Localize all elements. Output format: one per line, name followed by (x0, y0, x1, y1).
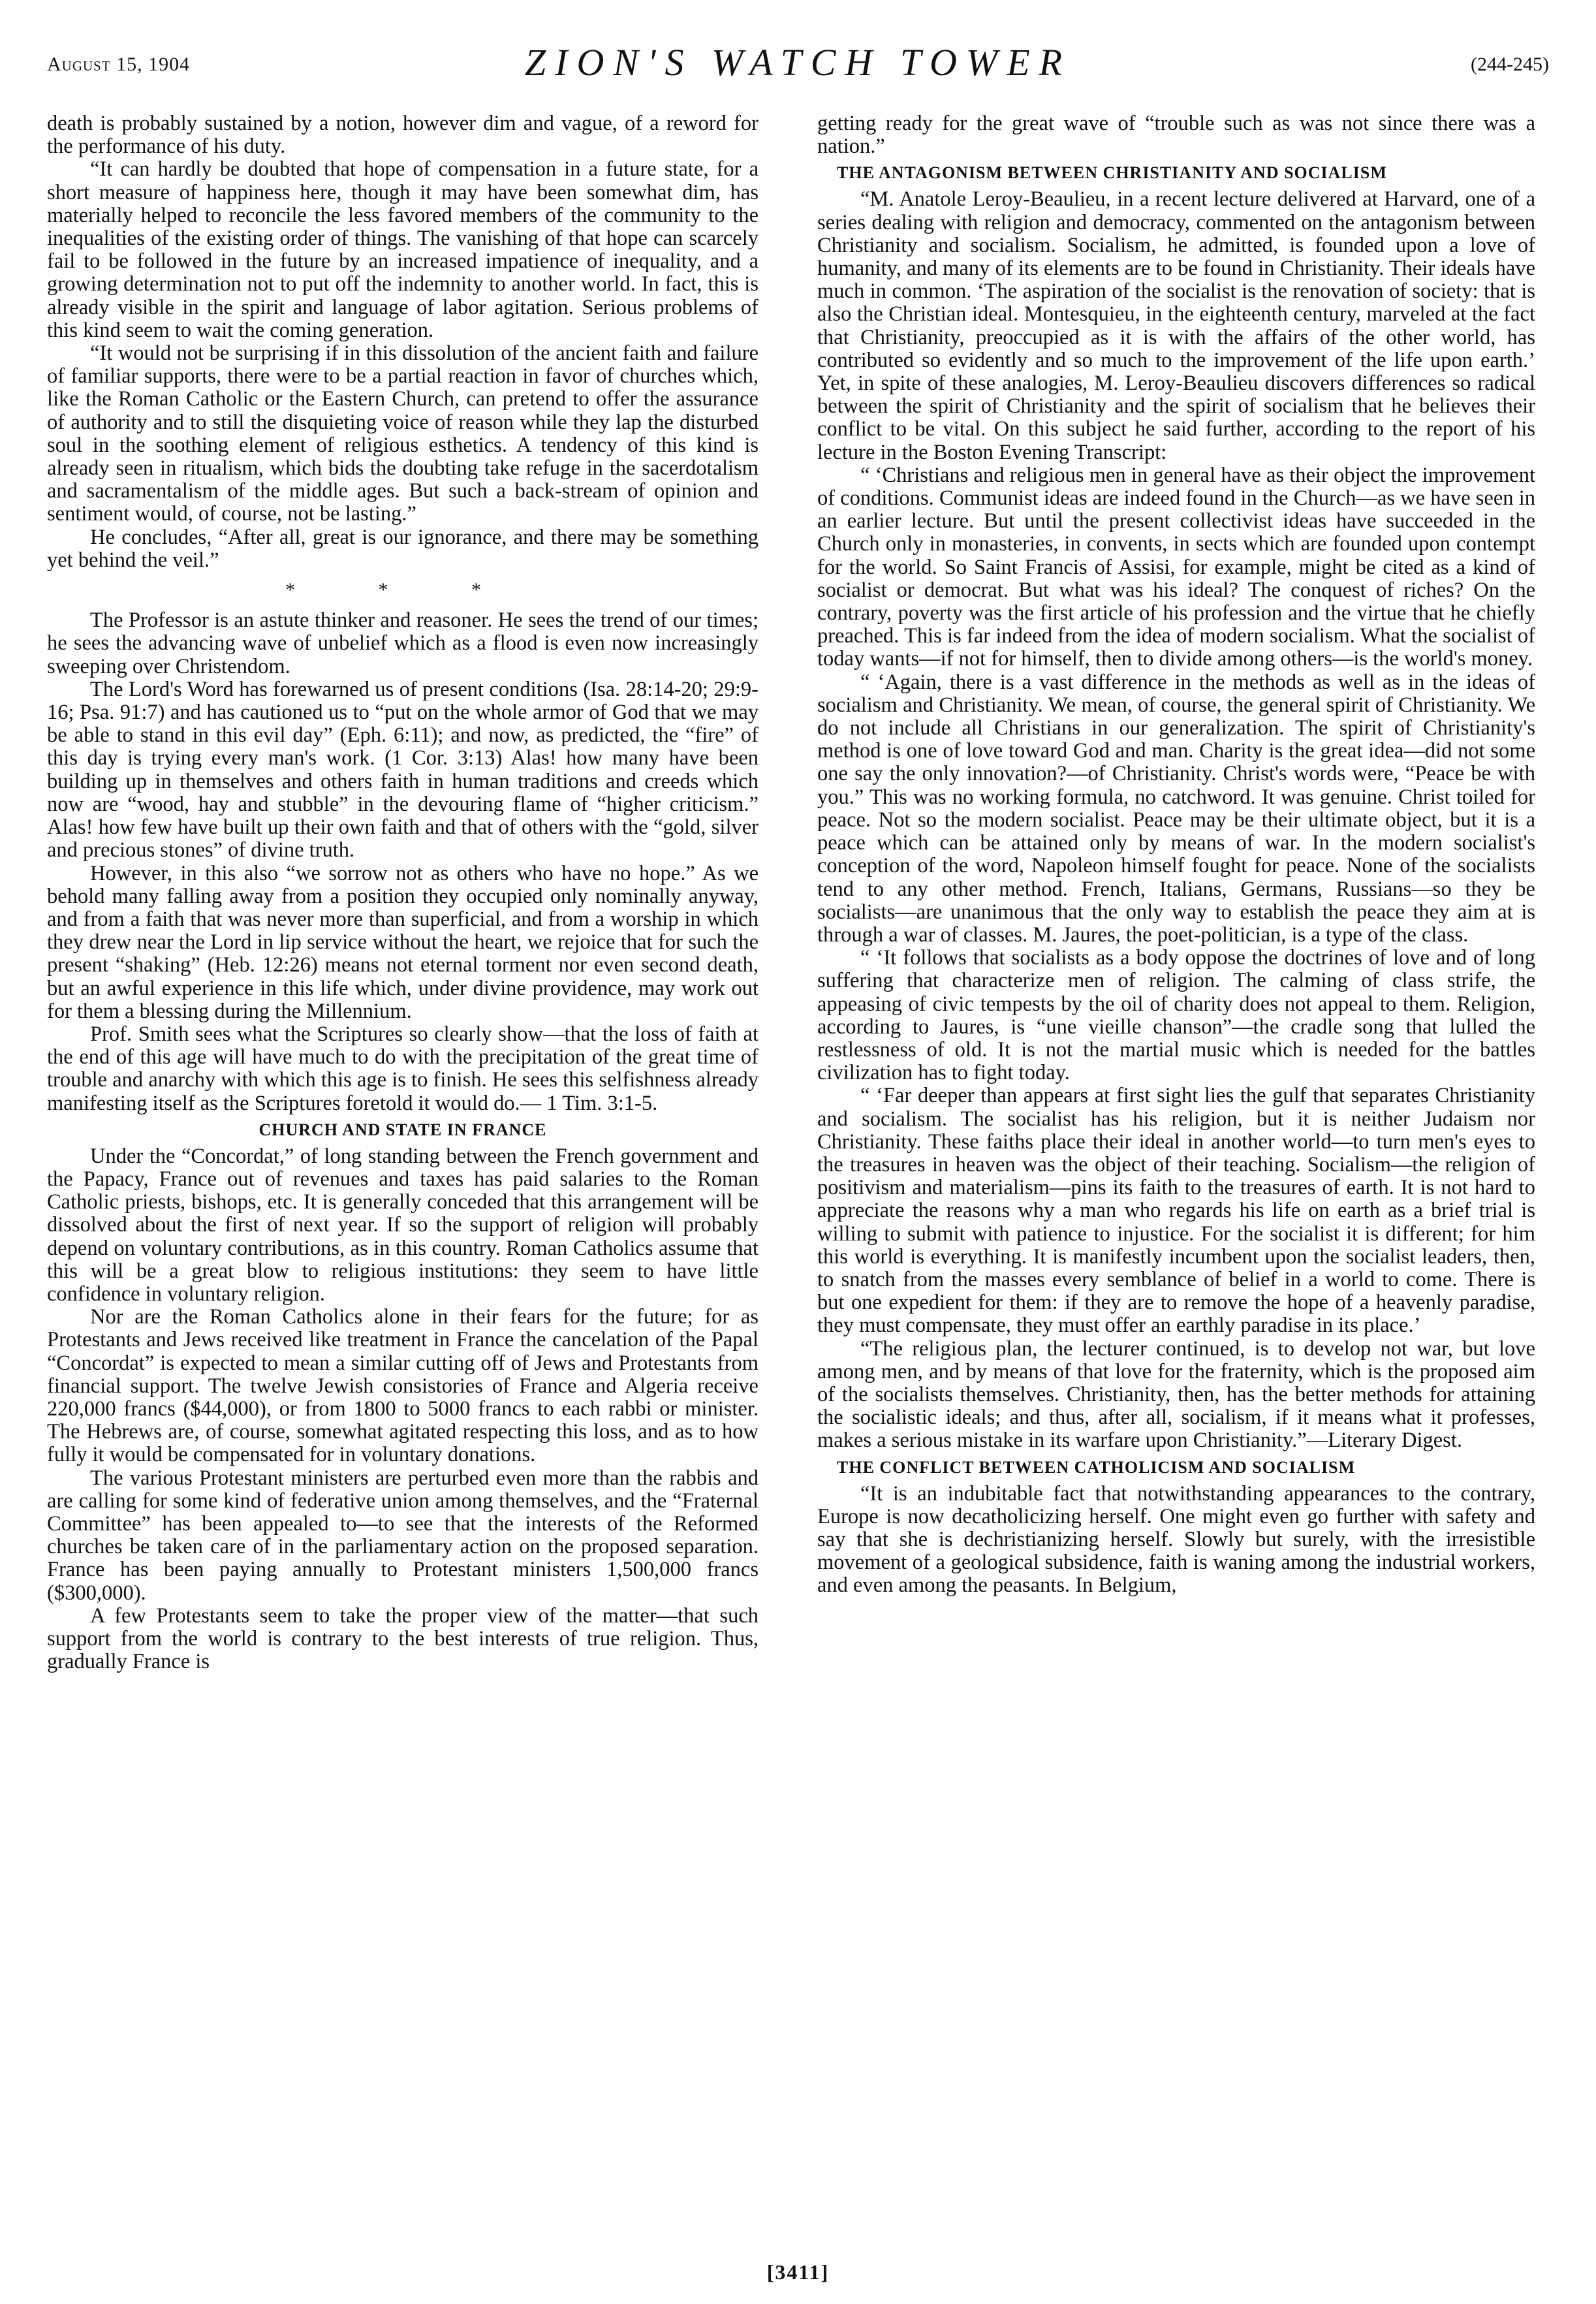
paragraph: However, in this also “we sorrow not as others who have no hope.” As we behold many falling away from a position they occupied only nominally anyway, and from a faith that was never more than superficial, and from a worship in which they drew near the Lord in lip service without the heart, we rejoice that for such the present “shaking” (Heb. 12:26) means not eternal torment nor even second death, but an awful experience in this life which, under divine providence, may work out for them a blessing during the Millennium. (47, 861, 759, 1023)
paragraph: “It can hardly be doubted that hope of compensation in a future state, for a short measure of happiness here, though it may have been somewhat dim, has materially helped to reconcile the less favored members of the community to the inequalities of the existing order of things. The vanishing of that hope can scarcely fail to be followed in the future by an increased impatience of inequality, and a growing determination not to put off the indemnity to another world. In fact, this is already visible in the spirit and language of labor agitation. Serious problems of this kind seem to wait the coming generation. (47, 157, 759, 342)
paragraph: “ ‘Again, there is a vast difference in the methods as well as in the ideas of socialism and Christianity. We mean, of course, the general spirit of Christianity. We do not include all Christians in our generalization. The spirit of Christianity's method is one of love toward God and man. Charity is the great idea—did not some one say the only innovation?—of Christianity. Christ's words were, “Peace be with you.” This was no working formula, no catchword. It was genuine. Christ toiled for peace. Not so the modern socialist. Peace may be their ultimate object, but it is a peace which can be attained only by means of war. In the modern socialist's conception of the word, Napoleon himself fought for peace. None of the socialists tend to any other method. French, Italians, Germans, Russians—so they be socialists—are unanimous that the only way to establish the peace they aim at is through a war of classes. M. Jaures, the poet-politician, is a type of the class. (817, 670, 1535, 947)
paragraph: “ ‘Far deeper than appears at first sight lies the gulf that separates Christianity and socialism. The socialist has his religion, but it is neither Judaism nor Christianity. These faiths place their ideal in another world—to turn men's eyes to the treasures in heaven was the object of their teaching. Socialism—the religion of positivism and materialism—pins its faith to the treasures of earth. It is not hard to appreciate the reasons why a man who regards his life on earth as a brief trial is willing to submit with patience to injustice. For the socialist it is different; for him this world is everything. It is manifestly incumbent upon the socialist leaders, then, to snatch from the masses every semblance of belief in a world to come. There is but one expedient for them: if they are to remove the hope of a heavenly paradise, they must compensate, they must offer an earthly paradise in its place.’ (817, 1084, 1535, 1338)
section-separator: * * * (285, 579, 520, 601)
paragraph: Prof. Smith sees what the Scriptures so clearly show—that the loss of faith at the end of this age will have much to do with the precipitation of the great time of trouble and anarchy with which this age is to finish. He sees this selfishness already manifesting itself as the Scriptures foretold it would do.— 1 Tim. 3:1-5. (47, 1022, 759, 1115)
publication-title: ZION'S WATCH TOWER (524, 41, 1072, 84)
paragraph: Under the “Concordat,” of long standing between the French government and the Papacy, France out of revenues and taxes has paid salaries to the Roman Catholic priests, bishops, etc. It is generally conceded that this arrangement will be dissolved about the first of next year. If so the support of religion will probably depend on voluntary contributions, as in this country. Roman Catholics assume that this will be a great blow to religious institutions: they seem to have little confidence in voluntary religion. (47, 1144, 759, 1306)
paragraph: “M. Anatole Leroy-Beaulieu, in a recent lecture delivered at Harvard, one of a series dealing with religion and democracy, commented on the antagonism between Christianity and socialism. Socialism, he admitted, is founded upon a love of humanity, and many of its elements are to be found in Christianity. Their ideals have much in common. ‘The aspiration of the socialist is the renovation of society: that is also the Christian ideal. Montesquieu, in the eighteenth century, marveled at the fact that Christianity, preoccupied as it is with the affairs of the other world, has contributed so evidently and so much to the improvement of the life upon earth.’ Yet, in spite of these analogies, M. Leroy-Beaulieu discovers differences so radical between the spirit of Christianity and the spirit of socialism that he believes their conflict to be vital. On this subject he said further, according to the report of his lecture in the Boston Evening Transcript: (817, 187, 1535, 464)
paragraph: death is probably sustained by a notion, however dim and vague, of a reword for the performance of his duty. (47, 112, 759, 159)
paragraph: “It would not be surprising if in this dissolution of the ancient faith and failure of familiar supports, there were to be a partial reaction in favor of churches which, like the Roman Catholic or the Eastern Church, can pretend to offer the assurance of authority and to still the disquieting voice of reason while they lap the disturbed soul in the soothing element of religious esthetics. A tendency of this kind is already seen in ritualism, which bids the doubting take refuge in the sacerdotalism and sacramentalism of the middle ages. But such a back-stream of opinion and sentiment would, of course, not be lasting.” (47, 341, 759, 526)
paragraph: Nor are the Roman Catholics alone in their fears for the future; for as Protestants and Jews received like treatment in France the cancelation of the Papal “Concordat” is expected to mean a similar cutting off of Jews and Protestants from financial support. The twelve Jewish consistories of France and Algeria receive 220,000 francs ($44,000), or from 1800 to 5000 francs to each rabbi or minister. The Hebrews are, of course, somewhat agitated respecting this loss, and as to how fully it would be compensated for in voluntary donations. (47, 1305, 759, 1467)
paragraph: getting ready for the great wave of “trouble such as was not since there was a nation.” (817, 112, 1535, 159)
paragraph: A few Protestants seem to take the proper view of the matter—that such support from the world is contrary to the best interests of true religion. Thus, gradually France is (47, 1603, 759, 1674)
paragraph: The various Protestant ministers are perturbed even more than the rabbis and are calling for some kind of federative union among themselves, and the “Fraternal Committee” has been appealed to—to see that the interests of the Reformed churches be taken care of in the parliamentary action on the proposed separation. France has been paying annually to Protestant ministers 1,500,000 francs ($300,000). (47, 1466, 759, 1605)
paragraph: The Professor is an astute thinker and reasoner. He sees the trend of our times; he sees the advancing wave of unbelief which as a flood is even now increasingly sweeping over Christendom. (47, 608, 759, 678)
section-heading: CHURCH AND STATE IN FRANCE (258, 1120, 547, 1139)
paragraph: “ ‘It follows that socialists as a body oppose the doctrines of love and of long suffering that characterize men of religion. The calming of class strife, the appeasing of civic tempests by the oil of charity does not appeal to them. Religion, according to Jaures, is “une vieille chanson”—the cradle song that lulled the restlessness of old. It is not the martial music which is needed for the battles civilization has to fight today. (817, 946, 1535, 1085)
section-heading: THE ANTAGONISM BETWEEN CHRISTIANITY AND SOCIALISM (837, 163, 1387, 183)
section-heading: THE CONFLICT BETWEEN CATHOLICISM AND SOCIALISM (837, 1457, 1356, 1477)
left-column (47, 112, 759, 1673)
paragraph: “ ‘Christians and religious men in general have as their object the improvement of conditions. Communist ideas are indeed found in the Church—as we have seen in an earlier lecture. But until the present collectivist ideas have succeeded in the Church only in monasteries, in convents, in sects which are founded upon contempt for the world. So Saint Francis of Assisi, for example, might be cited as a kind of socialist or democrat. But what was his ideal? The conquest of riches? On the contrary, poverty was the first article of his profession and the virtue that he chiefly preached. This is far indeed from the idea of modern socialism. What the socialist of today wants—if not for himself, then to divide among others—is the world's money. (817, 463, 1535, 671)
paragraph: “It is an indubitable fact that notwithstanding appearances to the contrary, Europe is now decatholicizing herself. One might even go further with safety and say that she is dechristianizing herself. Slowly but surely, with the irresistible movement of a geological subsidence, faith is waning among the industrial workers, and even among the peasants. In Belgium, (817, 1481, 1535, 1598)
page-range: (244-245) (1471, 54, 1549, 75)
paragraph: The Lord's Word has forewarned us of present conditions (Isa. 28:14-20; 29:9-16; Psa. 91:7) and has cautioned us to “put on the whole armor of God that we may be able to stand in this evil day” (Eph. 6:11); and now, as predicted, the “fire” of this day is trying every man's work. (1 Cor. 3:13) Alas! how many have been building up in themselves and others faith in human traditions and creeds which now are “wood, hay and stubble” in the devouring flame of “higher criticism.” Alas! how few have built up their own faith and that of others with the “gold, silver and precious stones” of divine truth. (47, 677, 759, 862)
paragraph: “The religious plan, the lecturer continued, is to develop not war, but love among men, and by means of that love for the fraternity, which is the proposed aim of the socialists themselves. Christianity, then, has the better methods for attaining the socialistic ideals; and thus, after all, socialism, if it means what it professes, makes a serious mistake in its warfare upon Christianity.”—Literary Digest. (817, 1336, 1535, 1453)
paragraph: He concludes, “After all, great is our ignorance, and there may be something yet behind the veil.” (47, 525, 759, 572)
masthead (47, 40, 1549, 93)
page-number: [3411] (766, 2260, 830, 2284)
issue-date: August 15, 1904 (47, 54, 191, 75)
right-column (817, 112, 1535, 1598)
